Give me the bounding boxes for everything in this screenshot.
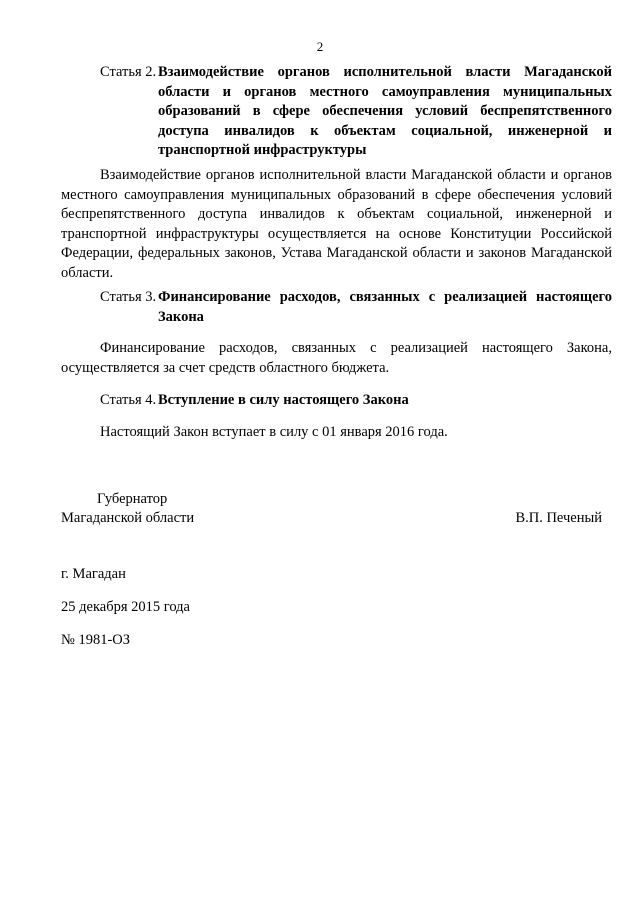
article-3-label: Статья 3. bbox=[100, 289, 157, 305]
place: г. Магадан bbox=[61, 566, 126, 582]
article-2-heading bbox=[100, 63, 612, 161]
article-3-heading bbox=[100, 288, 612, 327]
law-number: № 1981-ОЗ bbox=[61, 632, 131, 648]
article-2-label: Статья 2. bbox=[100, 64, 157, 80]
article-2-title: Взаимодействие органов исполнительной власти Магаданской области и органов местного самоуправления муниципальных образований в сфере обеспечения условий беспрепятственного доступа инвалидов к объектам социальной, инженерной и транспортной инфраструктуры bbox=[158, 64, 612, 158]
signature-name: В.П. Печеный bbox=[515, 510, 602, 526]
page-number: 2 bbox=[316, 39, 324, 54]
article-3-text: Финансирование расходов, связанных с реализацией настоящего Закона, осуществляется за счет средств областного бюджета. bbox=[61, 340, 612, 376]
signature-position-line2: Магаданской области bbox=[61, 510, 195, 526]
article-2-text: Взаимодействие органов исполнительной власти Магаданской области и органов местного самоуправления муниципальных образований в сфере обеспечения условий беспрепятственного доступа инвалидов к объектам социальной, инженерной и транспортной инфраструктуры осуществляется на основе Конституции Российской Федерации, федеральных законов, Устава Магаданской области и законов Магаданской области. bbox=[61, 167, 612, 281]
article-3-title: Финансирование расходов, связанных с реализацией настоящего Закона bbox=[158, 289, 612, 325]
article-4-label: Статья 4. bbox=[100, 392, 157, 408]
signature-position-line1: Губернатор bbox=[97, 491, 168, 507]
article-4-heading bbox=[100, 391, 612, 411]
date: 25 декабря 2015 года bbox=[61, 599, 190, 615]
article-4-title: Вступление в силу настоящего Закона bbox=[158, 392, 409, 408]
article-4-text: Настоящий Закон вступает в силу с 01 января 2016 года. bbox=[100, 424, 448, 440]
